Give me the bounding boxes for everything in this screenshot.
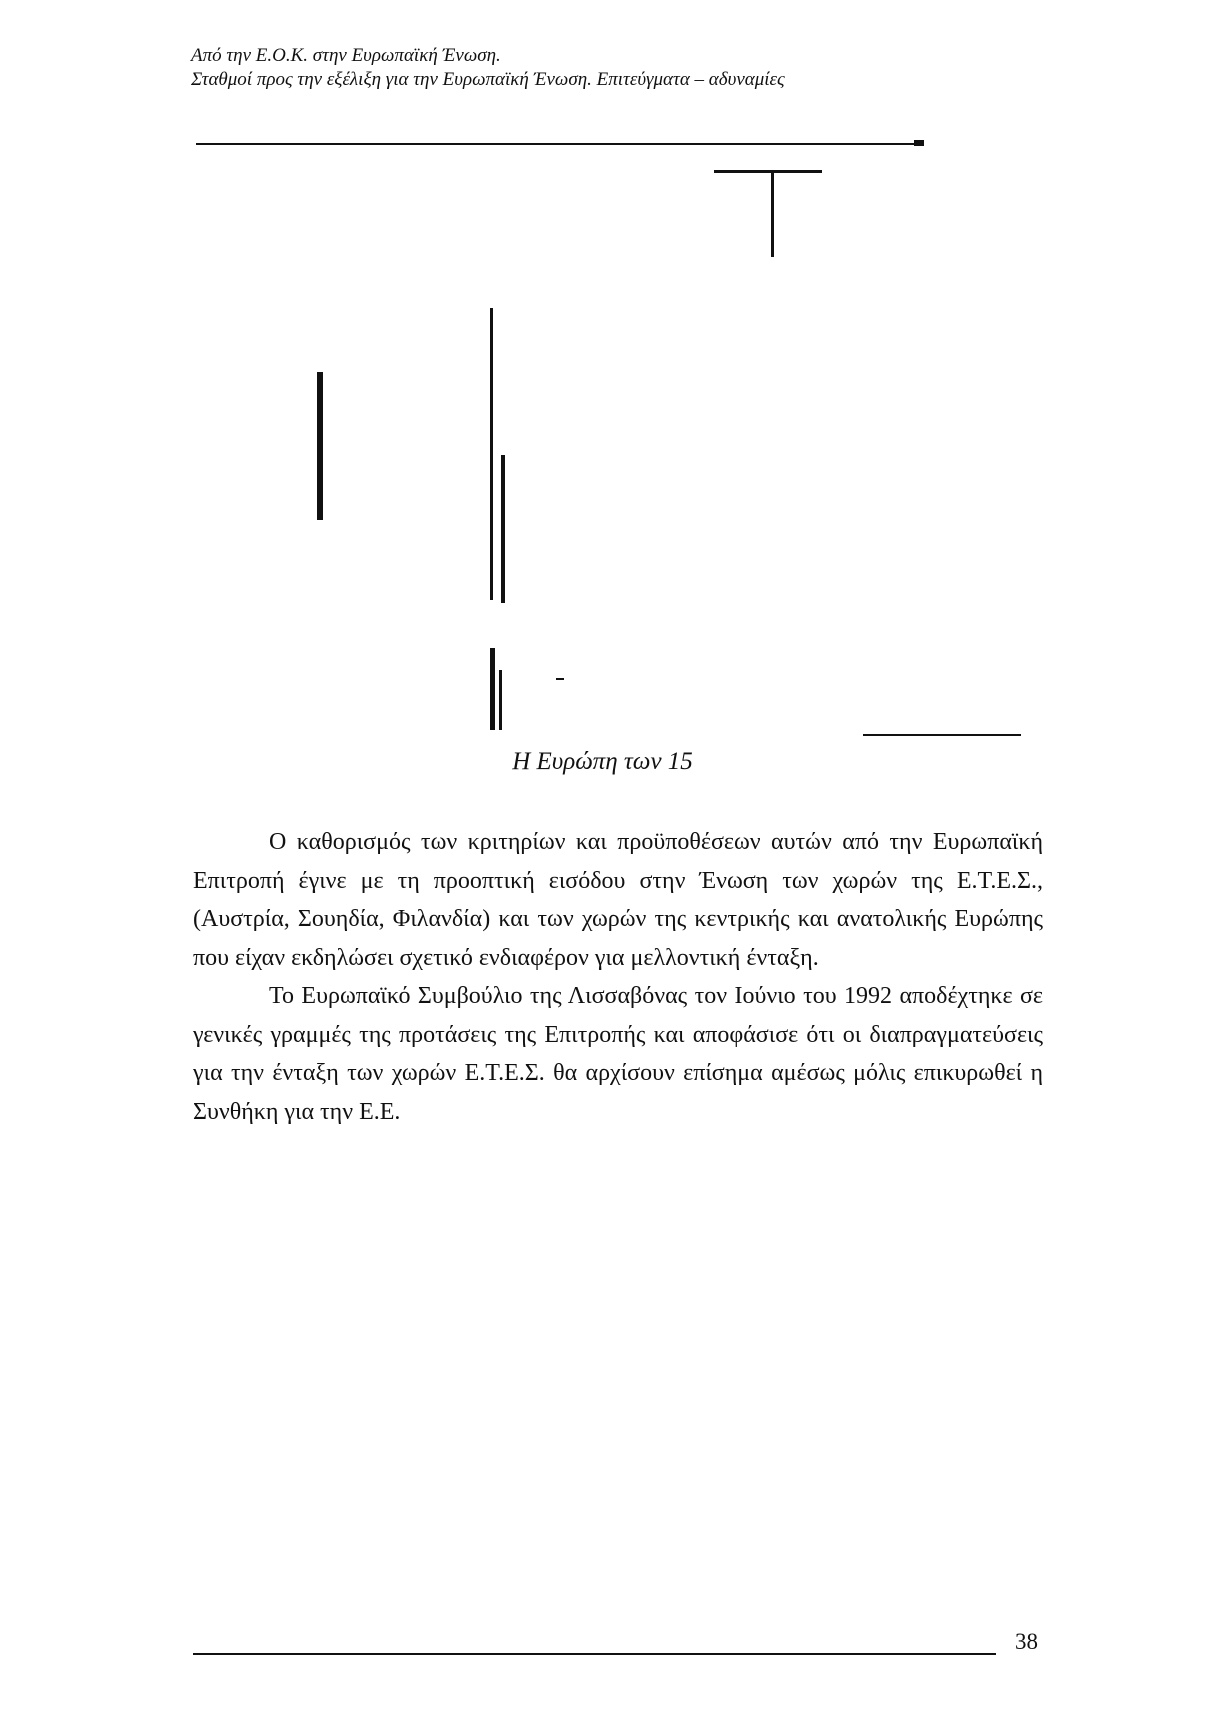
figure-mark-middle-bar [501,455,505,603]
figure-mark-lower-bar-1 [490,648,495,730]
running-header [191,44,991,92]
figure-mark-middle-line [490,308,493,600]
body-text [193,823,1043,1131]
figure-mark-right-line [863,734,1021,736]
figure-mark-dash [556,678,564,680]
body-paragraph-1: Ο καθορισμός των κριτηρίων και προϋποθέσεων αυτών από την Ευρωπαϊκή Επιτροπή έγινε με τη προοπτική εισόδου στην Ένωση των χωρών της Ε.Τ.Ε.Σ., (Αυστρία, Σουηδία, Φιλανδία) και των χωρών της κεντρικής και ανατολικής Ευρώπης που είχαν εκδηλώσει σχετικό ενδιαφέρον για μελλοντική ένταξη. [193,829,1043,971]
figure-mark-left-bar [317,372,323,520]
header-rule [196,143,924,145]
running-header-line-2: Σταθμοί προς την εξέλιξη για την Ευρωπαϊκή Ένωση. Επιτεύγματα – αδυναμίες [191,69,785,90]
figure-mark-lower-bar-2 [499,670,502,730]
running-header-line-1: Από την Ε.Ο.Κ. στην Ευρωπαϊκή Ένωση. [191,45,501,66]
footer-rule [193,1653,996,1655]
page-number: 38 [1015,1629,1038,1654]
figure-mark-t-stem [771,172,774,257]
figure-caption: Η Ευρώπη των 15 [512,748,693,775]
header-rule-tick [914,140,924,146]
figure-mark-t-bar [714,170,822,173]
map-figure [0,150,1205,750]
body-paragraph-2: Το Ευρωπαϊκό Συμβούλιο της Λισσαβόνας τον Ιούνιο του 1992 αποδέχτηκε σε γενικές γραμμές της προτάσεις της Επιτροπής και αποφάσισε ότι οι διαπραγματεύσεις για την ένταξη των χωρών Ε.Τ.Ε.Σ. θα αρχίσουν επίσημα αμέσως μόλις επικυρωθεί η Συνθήκη για την Ε.Ε. [193,983,1043,1125]
